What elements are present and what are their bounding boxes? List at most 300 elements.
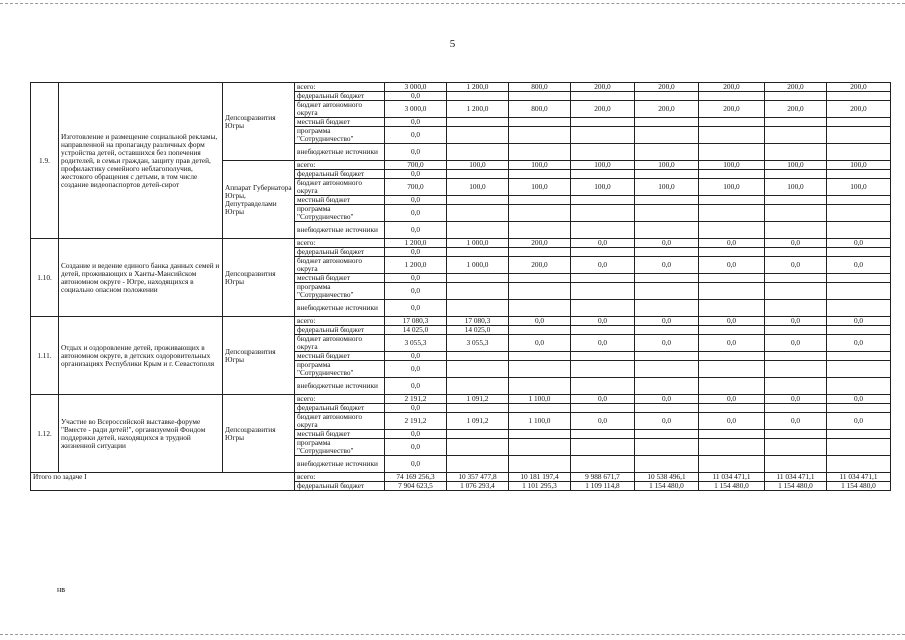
amount-cell: 9 988 671,7 bbox=[571, 473, 635, 482]
amount-cell bbox=[509, 118, 571, 127]
amount-cell bbox=[827, 439, 891, 456]
amount-cell bbox=[827, 170, 891, 179]
amount-cell bbox=[571, 430, 635, 439]
amount-cell bbox=[571, 274, 635, 283]
funding-source: всего: bbox=[295, 83, 385, 92]
amount-cell bbox=[509, 127, 571, 144]
amount-cell: 200,0 bbox=[509, 257, 571, 274]
amount-cell: 10 538 496,1 bbox=[635, 473, 699, 482]
amount-cell: 14 025,0 bbox=[385, 326, 447, 335]
amount-cell bbox=[509, 144, 571, 161]
amount-cell: 100,0 bbox=[827, 179, 891, 196]
amount-cell: 1 154 480,0 bbox=[699, 482, 765, 491]
amount-cell: 1 000,0 bbox=[447, 257, 509, 274]
amount-cell bbox=[699, 326, 765, 335]
amount-cell bbox=[635, 352, 699, 361]
executor: Депсоцразвития Югры bbox=[223, 395, 295, 473]
amount-cell: 0,0 bbox=[385, 170, 447, 179]
funding-source: федеральный бюджет bbox=[295, 326, 385, 335]
amount-cell bbox=[827, 300, 891, 317]
amount-cell: 0,0 bbox=[385, 404, 447, 413]
amount-cell bbox=[571, 404, 635, 413]
amount-cell: 0,0 bbox=[699, 239, 765, 248]
amount-cell: 3 000,0 bbox=[385, 83, 447, 92]
table-row bbox=[31, 83, 891, 92]
amount-cell: 0,0 bbox=[385, 118, 447, 127]
funding-source: программа "Сотрудничество" bbox=[295, 439, 385, 456]
amount-cell bbox=[765, 326, 827, 335]
amount-cell: 100,0 bbox=[699, 161, 765, 170]
amount-cell: 100,0 bbox=[765, 161, 827, 170]
amount-cell: 200,0 bbox=[765, 83, 827, 92]
amount-cell: 100,0 bbox=[635, 161, 699, 170]
item-number: 1.10. bbox=[31, 239, 59, 317]
amount-cell bbox=[699, 361, 765, 378]
amount-cell: 0,0 bbox=[827, 257, 891, 274]
task-description: Участие во Всероссийской выставке-форуме "Вместе - ради детей!", организуемой Фондом поддержки детей, находящихся в трудной жизненной ситуации bbox=[59, 395, 223, 473]
funding-source: программа "Сотрудничество" bbox=[295, 361, 385, 378]
funding-source: программа "Сотрудничество" bbox=[295, 283, 385, 300]
amount-cell: 200,0 bbox=[635, 83, 699, 92]
amount-cell bbox=[699, 222, 765, 239]
amount-cell bbox=[509, 283, 571, 300]
amount-cell bbox=[699, 170, 765, 179]
amount-cell: 0,0 bbox=[385, 378, 447, 395]
amount-cell bbox=[509, 274, 571, 283]
amount-cell bbox=[447, 378, 509, 395]
amount-cell bbox=[635, 118, 699, 127]
amount-cell: 700,0 bbox=[385, 161, 447, 170]
total-row bbox=[31, 473, 891, 482]
amount-cell bbox=[509, 378, 571, 395]
amount-cell: 1 154 480,0 bbox=[765, 482, 827, 491]
amount-cell: 800,0 bbox=[509, 101, 571, 118]
amount-cell: 100,0 bbox=[571, 179, 635, 196]
amount-cell: 0,0 bbox=[385, 205, 447, 222]
amount-cell: 700,0 bbox=[385, 179, 447, 196]
item-number: 1.12. bbox=[31, 395, 59, 473]
amount-cell: 1 101 295,3 bbox=[509, 482, 571, 491]
amount-cell: 0,0 bbox=[827, 413, 891, 430]
amount-cell: 1 200,0 bbox=[447, 101, 509, 118]
funding-source: бюджет автономного округа bbox=[295, 101, 385, 118]
amount-cell bbox=[447, 274, 509, 283]
amount-cell: 2 191,2 bbox=[385, 395, 447, 404]
amount-cell: 0,0 bbox=[571, 239, 635, 248]
amount-cell: 0,0 bbox=[635, 395, 699, 404]
amount-cell bbox=[447, 127, 509, 144]
amount-cell: 1 000,0 bbox=[447, 239, 509, 248]
amount-cell bbox=[635, 404, 699, 413]
amount-cell: 200,0 bbox=[571, 83, 635, 92]
amount-cell bbox=[447, 439, 509, 456]
amount-cell bbox=[827, 127, 891, 144]
amount-cell: 0,0 bbox=[385, 144, 447, 161]
amount-cell bbox=[765, 118, 827, 127]
amount-cell bbox=[699, 283, 765, 300]
amount-cell: 0,0 bbox=[635, 257, 699, 274]
amount-cell bbox=[571, 205, 635, 222]
amount-cell bbox=[571, 378, 635, 395]
amount-cell bbox=[699, 404, 765, 413]
amount-cell: 0,0 bbox=[635, 413, 699, 430]
amount-cell bbox=[699, 300, 765, 317]
amount-cell bbox=[699, 196, 765, 205]
amount-cell bbox=[571, 144, 635, 161]
amount-cell: 200,0 bbox=[699, 83, 765, 92]
amount-cell bbox=[635, 378, 699, 395]
amount-cell bbox=[447, 144, 509, 161]
amount-cell bbox=[635, 430, 699, 439]
amount-cell bbox=[827, 352, 891, 361]
funding-source: внебюджетные источники bbox=[295, 144, 385, 161]
amount-cell: 1 100,0 bbox=[509, 413, 571, 430]
amount-cell: 3 000,0 bbox=[385, 101, 447, 118]
amount-cell bbox=[827, 92, 891, 101]
amount-cell bbox=[635, 361, 699, 378]
amount-cell bbox=[447, 118, 509, 127]
amount-cell bbox=[509, 456, 571, 473]
amount-cell bbox=[765, 127, 827, 144]
amount-cell bbox=[765, 222, 827, 239]
amount-cell: 0,0 bbox=[827, 335, 891, 352]
amount-cell: 3 055,3 bbox=[447, 335, 509, 352]
amount-cell bbox=[827, 222, 891, 239]
amount-cell: 0,0 bbox=[509, 317, 571, 326]
amount-cell bbox=[509, 300, 571, 317]
total-label: Итого по задаче I bbox=[31, 473, 295, 491]
amount-cell: 0,0 bbox=[385, 300, 447, 317]
amount-cell: 1 091,2 bbox=[447, 395, 509, 404]
amount-cell: 200,0 bbox=[635, 101, 699, 118]
amount-cell bbox=[765, 378, 827, 395]
amount-cell: 0,0 bbox=[699, 335, 765, 352]
amount-cell bbox=[827, 326, 891, 335]
amount-cell bbox=[447, 283, 509, 300]
amount-cell bbox=[571, 439, 635, 456]
amount-cell bbox=[635, 127, 699, 144]
amount-cell bbox=[827, 430, 891, 439]
amount-cell bbox=[635, 300, 699, 317]
amount-cell bbox=[765, 205, 827, 222]
funding-source: местный бюджет bbox=[295, 352, 385, 361]
amount-cell: 200,0 bbox=[765, 101, 827, 118]
funding-source: федеральный бюджет bbox=[295, 404, 385, 413]
amount-cell: 0,0 bbox=[571, 395, 635, 404]
item-number: 1.9. bbox=[31, 83, 59, 239]
amount-cell bbox=[509, 205, 571, 222]
amount-cell bbox=[571, 352, 635, 361]
amount-cell: 0,0 bbox=[385, 361, 447, 378]
amount-cell bbox=[509, 404, 571, 413]
amount-cell: 1 200,0 bbox=[385, 257, 447, 274]
amount-cell: 0,0 bbox=[765, 395, 827, 404]
amount-cell: 0,0 bbox=[385, 274, 447, 283]
amount-cell bbox=[699, 352, 765, 361]
amount-cell bbox=[571, 127, 635, 144]
funding-source: программа "Сотрудничество" bbox=[295, 205, 385, 222]
funding-table bbox=[30, 82, 891, 491]
funding-source: федеральный бюджет bbox=[295, 482, 385, 491]
funding-source: внебюджетные источники bbox=[295, 456, 385, 473]
amount-cell: 14 025,0 bbox=[447, 326, 509, 335]
amount-cell: 0,0 bbox=[699, 395, 765, 404]
amount-cell bbox=[699, 127, 765, 144]
executor: Депсоцразвития Югры bbox=[223, 83, 295, 161]
amount-cell: 0,0 bbox=[765, 317, 827, 326]
page-number: 5 bbox=[449, 38, 456, 50]
funding-source: бюджет автономного округа bbox=[295, 257, 385, 274]
amount-cell bbox=[635, 274, 699, 283]
amount-cell: 1 154 480,0 bbox=[635, 482, 699, 491]
table-row bbox=[31, 317, 891, 326]
table-row bbox=[31, 239, 891, 248]
funding-source: федеральный бюджет bbox=[295, 248, 385, 257]
funding-source: всего: bbox=[295, 317, 385, 326]
amount-cell bbox=[447, 361, 509, 378]
amount-cell bbox=[635, 92, 699, 101]
funding-source: местный бюджет bbox=[295, 274, 385, 283]
amount-cell bbox=[447, 430, 509, 439]
amount-cell bbox=[635, 222, 699, 239]
amount-cell bbox=[509, 439, 571, 456]
amount-cell bbox=[765, 300, 827, 317]
amount-cell: 0,0 bbox=[385, 430, 447, 439]
amount-cell: 2 191,2 bbox=[385, 413, 447, 430]
amount-cell: 1 091,2 bbox=[447, 413, 509, 430]
amount-cell: 11 034 471,1 bbox=[699, 473, 765, 482]
funding-source: бюджет автономного округа bbox=[295, 335, 385, 352]
amount-cell bbox=[571, 222, 635, 239]
amount-cell bbox=[827, 118, 891, 127]
amount-cell bbox=[571, 248, 635, 257]
amount-cell bbox=[699, 274, 765, 283]
amount-cell bbox=[635, 170, 699, 179]
scan-top-edge bbox=[0, 3, 905, 4]
amount-cell: 0,0 bbox=[699, 413, 765, 430]
amount-cell: 0,0 bbox=[699, 317, 765, 326]
executor: Депсоцразвития Югры bbox=[223, 239, 295, 317]
amount-cell bbox=[635, 144, 699, 161]
table-row bbox=[31, 395, 891, 404]
funding-source: бюджет автономного округа bbox=[295, 179, 385, 196]
amount-cell: 1 109 114,8 bbox=[571, 482, 635, 491]
amount-cell: 200,0 bbox=[827, 101, 891, 118]
funding-source: всего: bbox=[295, 161, 385, 170]
amount-cell bbox=[447, 404, 509, 413]
amount-cell: 100,0 bbox=[765, 179, 827, 196]
amount-cell bbox=[635, 326, 699, 335]
task-description: Отдых и оздоровление детей, проживающих в автономном округе, в детских оздоровительных организациях Республики Крым и г. Севастополя bbox=[59, 317, 223, 395]
amount-cell bbox=[509, 361, 571, 378]
amount-cell bbox=[509, 326, 571, 335]
amount-cell: 1 200,0 bbox=[385, 239, 447, 248]
amount-cell: 10 181 197,4 bbox=[509, 473, 571, 482]
amount-cell: 0,0 bbox=[571, 317, 635, 326]
amount-cell bbox=[827, 196, 891, 205]
amount-cell: 17 080,3 bbox=[447, 317, 509, 326]
amount-cell bbox=[765, 274, 827, 283]
amount-cell bbox=[571, 118, 635, 127]
amount-cell bbox=[635, 248, 699, 257]
amount-cell: 100,0 bbox=[699, 179, 765, 196]
amount-cell: 200,0 bbox=[699, 101, 765, 118]
funding-source: местный бюджет bbox=[295, 118, 385, 127]
funding-source: внебюджетные источники bbox=[295, 300, 385, 317]
amount-cell bbox=[447, 456, 509, 473]
amount-cell: 0,0 bbox=[635, 317, 699, 326]
amount-cell bbox=[765, 439, 827, 456]
amount-cell: 100,0 bbox=[509, 179, 571, 196]
amount-cell: 11 034 471,1 bbox=[827, 473, 891, 482]
amount-cell: 0,0 bbox=[385, 352, 447, 361]
amount-cell bbox=[635, 205, 699, 222]
task-description: Создание и ведение единого банка данных семей и детей, проживающих в Ханты-Мансийском автономном округе - Югре, находящихся в социально опасном положении bbox=[59, 239, 223, 317]
amount-cell bbox=[447, 205, 509, 222]
amount-cell bbox=[447, 92, 509, 101]
amount-cell: 7 904 623,5 bbox=[385, 482, 447, 491]
amount-cell bbox=[509, 222, 571, 239]
amount-cell bbox=[571, 361, 635, 378]
amount-cell bbox=[699, 92, 765, 101]
amount-cell bbox=[765, 144, 827, 161]
amount-cell bbox=[827, 274, 891, 283]
amount-cell: 1 076 293,4 bbox=[447, 482, 509, 491]
amount-cell bbox=[635, 196, 699, 205]
amount-cell: 0,0 bbox=[571, 413, 635, 430]
funding-source: всего: bbox=[295, 473, 385, 482]
amount-cell bbox=[447, 222, 509, 239]
executor: Депсоцразвития Югры bbox=[223, 317, 295, 395]
amount-cell: 100,0 bbox=[447, 161, 509, 170]
amount-cell bbox=[571, 300, 635, 317]
amount-cell: 0,0 bbox=[571, 335, 635, 352]
amount-cell bbox=[635, 439, 699, 456]
amount-cell bbox=[827, 404, 891, 413]
funding-source: местный бюджет bbox=[295, 196, 385, 205]
funding-source: программа "Сотрудничество" bbox=[295, 127, 385, 144]
amount-cell bbox=[765, 456, 827, 473]
amount-cell bbox=[765, 283, 827, 300]
funding-source: федеральный бюджет bbox=[295, 92, 385, 101]
amount-cell bbox=[827, 248, 891, 257]
amount-cell bbox=[827, 361, 891, 378]
amount-cell bbox=[571, 92, 635, 101]
amount-cell bbox=[699, 456, 765, 473]
amount-cell bbox=[571, 170, 635, 179]
amount-cell: 200,0 bbox=[509, 239, 571, 248]
amount-cell bbox=[827, 144, 891, 161]
amount-cell: 11 034 471,1 bbox=[765, 473, 827, 482]
amount-cell bbox=[827, 283, 891, 300]
amount-cell bbox=[509, 248, 571, 257]
amount-cell bbox=[447, 300, 509, 317]
amount-cell: 100,0 bbox=[827, 161, 891, 170]
amount-cell bbox=[509, 170, 571, 179]
amount-cell: 100,0 bbox=[635, 179, 699, 196]
amount-cell bbox=[765, 361, 827, 378]
amount-cell: 0,0 bbox=[385, 456, 447, 473]
amount-cell bbox=[765, 352, 827, 361]
amount-cell: 0,0 bbox=[385, 248, 447, 257]
amount-cell: 0,0 bbox=[385, 222, 447, 239]
amount-cell bbox=[827, 378, 891, 395]
funding-source: бюджет автономного округа bbox=[295, 413, 385, 430]
amount-cell bbox=[635, 283, 699, 300]
amount-cell: 0,0 bbox=[827, 395, 891, 404]
amount-cell bbox=[447, 352, 509, 361]
amount-cell bbox=[699, 430, 765, 439]
funding-source: всего: bbox=[295, 239, 385, 248]
amount-cell bbox=[765, 196, 827, 205]
amount-cell: 1 100,0 bbox=[509, 395, 571, 404]
amount-cell bbox=[571, 456, 635, 473]
scan-bottom-edge bbox=[0, 634, 905, 635]
amount-cell bbox=[699, 248, 765, 257]
task-description: Изготовление и размещение социальной рекламы, направленной на пропаганду различных форм устройства детей, оставшихся без попечения родителей, в семьи граждан, защиту прав детей, профилактику семейного неблагополучия, жестокого обращения с детьми, в том числе создание видеопаспортов детей-сирот bbox=[59, 83, 223, 239]
amount-cell bbox=[571, 326, 635, 335]
amount-cell bbox=[765, 92, 827, 101]
amount-cell bbox=[447, 196, 509, 205]
amount-cell bbox=[447, 248, 509, 257]
amount-cell: 0,0 bbox=[765, 239, 827, 248]
amount-cell: 200,0 bbox=[827, 83, 891, 92]
amount-cell bbox=[509, 92, 571, 101]
amount-cell: 1 154 480,0 bbox=[827, 482, 891, 491]
amount-cell: 0,0 bbox=[385, 196, 447, 205]
amount-cell: 0,0 bbox=[827, 317, 891, 326]
amount-cell bbox=[699, 378, 765, 395]
amount-cell bbox=[765, 404, 827, 413]
amount-cell bbox=[699, 439, 765, 456]
amount-cell: 0,0 bbox=[509, 335, 571, 352]
amount-cell: 74 169 256,3 bbox=[385, 473, 447, 482]
amount-cell: 0,0 bbox=[635, 335, 699, 352]
amount-cell: 0,0 bbox=[571, 257, 635, 274]
funding-source: внебюджетные источники bbox=[295, 222, 385, 239]
funding-source: федеральный бюджет bbox=[295, 170, 385, 179]
amount-cell bbox=[765, 430, 827, 439]
amount-cell: 3 055,3 bbox=[385, 335, 447, 352]
amount-cell bbox=[509, 352, 571, 361]
amount-cell: 800,0 bbox=[509, 83, 571, 92]
footer-mark: нв bbox=[57, 585, 66, 594]
amount-cell: 0,0 bbox=[699, 257, 765, 274]
amount-cell bbox=[571, 283, 635, 300]
amount-cell bbox=[447, 170, 509, 179]
amount-cell bbox=[827, 205, 891, 222]
funding-source: местный бюджет bbox=[295, 430, 385, 439]
amount-cell: 100,0 bbox=[447, 179, 509, 196]
amount-cell: 0,0 bbox=[385, 127, 447, 144]
amount-cell: 10 357 477,8 bbox=[447, 473, 509, 482]
amount-cell: 100,0 bbox=[571, 161, 635, 170]
amount-cell bbox=[571, 196, 635, 205]
executor: Аппарат Губернатора Югры, Депутравделами Югры bbox=[223, 161, 295, 239]
amount-cell: 0,0 bbox=[827, 239, 891, 248]
item-number: 1.11. bbox=[31, 317, 59, 395]
amount-cell bbox=[765, 170, 827, 179]
amount-cell: 100,0 bbox=[509, 161, 571, 170]
amount-cell: 1 200,0 bbox=[447, 83, 509, 92]
funding-source: всего: bbox=[295, 395, 385, 404]
amount-cell: 0,0 bbox=[765, 335, 827, 352]
amount-cell bbox=[699, 205, 765, 222]
amount-cell: 0,0 bbox=[385, 439, 447, 456]
amount-cell: 0,0 bbox=[765, 413, 827, 430]
amount-cell bbox=[699, 118, 765, 127]
amount-cell: 17 080,3 bbox=[385, 317, 447, 326]
